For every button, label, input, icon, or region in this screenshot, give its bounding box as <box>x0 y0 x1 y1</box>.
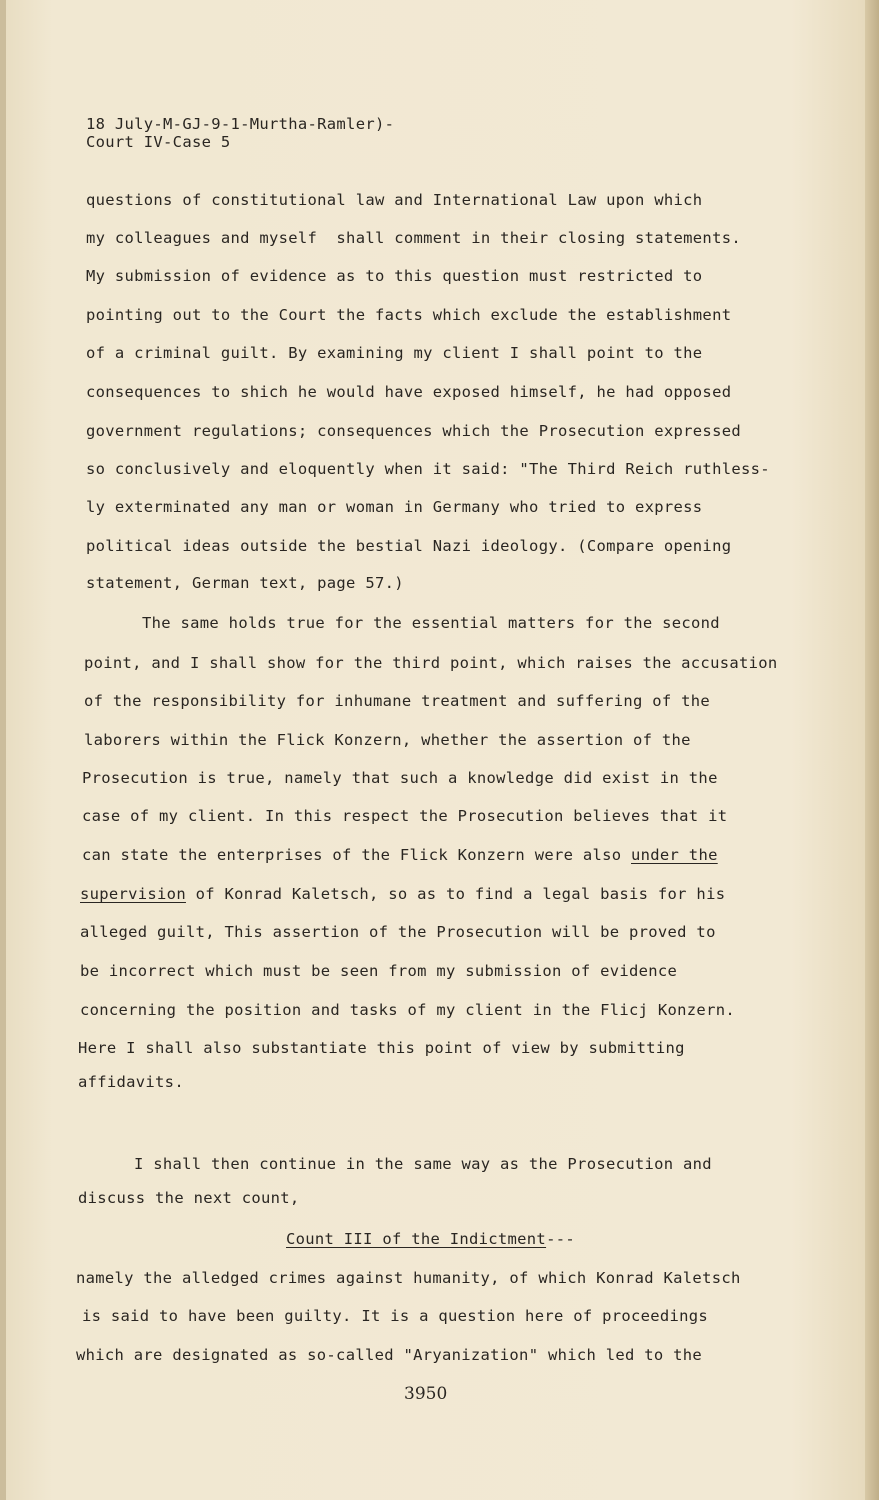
body-line: be incorrect which must be seen from my submission of evidence <box>80 962 678 980</box>
body-line <box>80 884 725 904</box>
body-line: I shall then continue in the same way as the Prosecution and <box>134 1155 712 1173</box>
body-line: ly exterminated any man or woman in Germany who tried to express <box>86 498 703 516</box>
body-line: government regulations; consequences which the Prosecution expressed <box>86 422 741 440</box>
body-line <box>82 845 718 865</box>
body-text: can state the enterprises of the Flick Konzern were also <box>82 846 632 864</box>
body-line: concerning the position and tasks of my client in the Flicj Konzern. <box>80 1001 735 1019</box>
body-text: of Konrad Kaletsch, so as to find a legal basis for his <box>185 885 726 903</box>
count-heading-dashes: --- <box>546 1230 575 1248</box>
body-line: so conclusively and eloquently when it said: "The Third Reich ruthless- <box>86 460 770 478</box>
count-heading-title: Count III of the Indictment <box>286 1230 547 1248</box>
body-line: Prosecution is true, namely that such a knowledge did exist in the <box>82 769 718 787</box>
body-line: discuss the next count, <box>78 1189 300 1207</box>
body-line: affidavits. <box>78 1073 184 1091</box>
underlined-text: under the <box>631 846 718 864</box>
body-line: questions of constitutional law and International Law upon which <box>86 191 703 209</box>
body-line: alleged guilt, This assertion of the Prosecution will be proved to <box>80 923 716 941</box>
body-line: case of my client. In this respect the Prosecution believes that it <box>82 807 728 825</box>
body-line: consequences to shich he would have exposed himself, he had opposed <box>86 383 732 401</box>
header-line-2: Court IV-Case 5 <box>86 133 231 151</box>
body-line: Here I shall also substantiate this point of view by submitting <box>78 1039 685 1057</box>
body-line: My submission of evidence as to this question must restricted to <box>86 267 703 285</box>
body-line: point, and I shall show for the third point, which raises the accusation <box>84 654 778 672</box>
count-heading <box>286 1229 575 1249</box>
underlined-text: supervision <box>80 885 186 903</box>
body-line: pointing out to the Court the facts which exclude the establishment <box>86 306 732 324</box>
body-line: political ideas outside the bestial Nazi ideology. (Compare opening <box>86 537 732 555</box>
body-line: of a criminal guilt. By examining my client I shall point to the <box>86 344 703 362</box>
body-line: which are designated as so-called "Aryanization" which led to the <box>76 1346 703 1364</box>
body-line: laborers within the Flick Konzern, whether the assertion of the <box>84 731 691 749</box>
body-line: statement, German text, page 57.) <box>86 574 404 592</box>
body-line: The same holds true for the essential matters for the second <box>142 614 720 632</box>
body-line: my colleagues and myself shall comment in their closing statements. <box>86 229 741 247</box>
header-line-1: 18 July-M-GJ-9-1-Murtha-Ramler)- <box>86 115 395 133</box>
body-line: of the responsibility for inhumane treatment and suffering of the <box>84 692 711 710</box>
paper-left-edge <box>0 0 6 1500</box>
paper-right-edge <box>865 0 879 1500</box>
page-number: 3950 <box>404 1384 448 1404</box>
body-line: is said to have been guilty. It is a question here of proceedings <box>82 1307 709 1325</box>
body-line: namely the alledged crimes against humanity, of which Konrad Kaletsch <box>76 1269 741 1287</box>
